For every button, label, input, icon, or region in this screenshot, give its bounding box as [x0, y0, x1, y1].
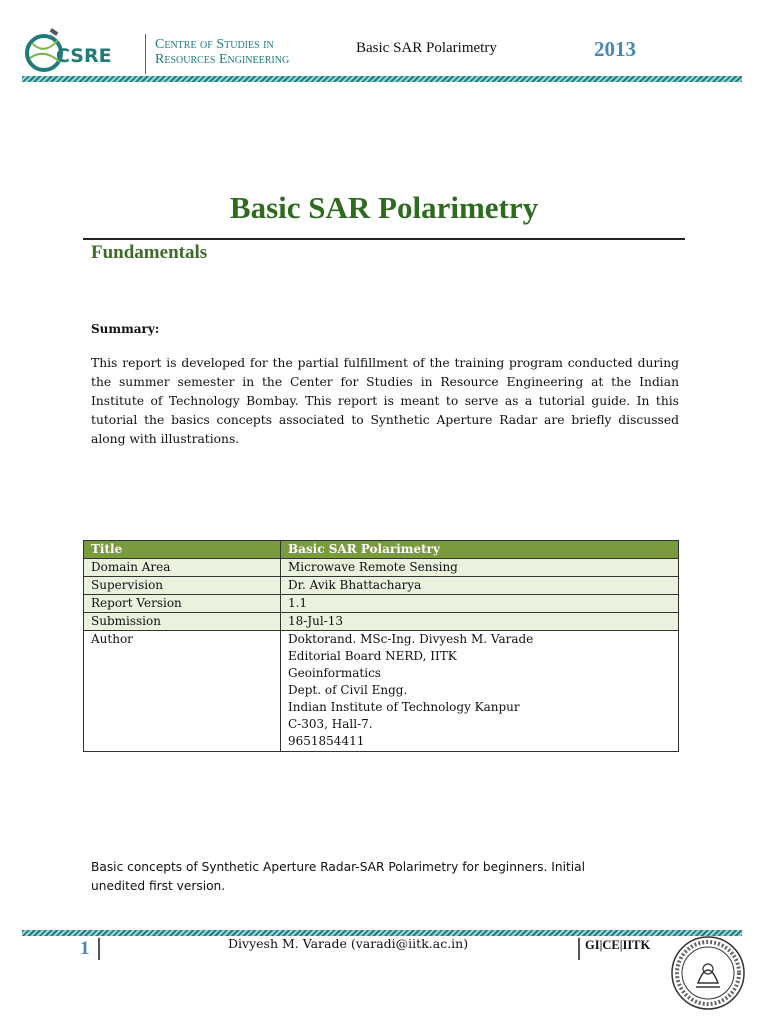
author-line: 9651854411 [288, 734, 365, 748]
table-row [84, 613, 679, 631]
summary-label: Summary: [91, 322, 160, 336]
row-key: Submission [84, 613, 281, 631]
header-title: Basic SAR Polarimetry [356, 40, 497, 56]
centre-line-1: Centre of Studies in [155, 37, 274, 52]
header-stripe [22, 76, 742, 82]
csre-logo-icon [24, 28, 134, 78]
logo-text: CSRE [56, 45, 112, 67]
table-header-key: Title [84, 541, 281, 559]
author-line: Editorial Board NERD, IITK [288, 649, 457, 663]
author-value [281, 631, 679, 752]
author-line: Doktorand. MSc-Ing. Divyesh M. Varade [288, 632, 534, 646]
row-value: Microwave Remote Sensing [281, 559, 679, 577]
header-separator [145, 34, 146, 74]
author-key: Author [84, 631, 281, 752]
row-value: 18-Jul-13 [281, 613, 679, 631]
centre-name [155, 37, 289, 67]
page-number: 1 [80, 938, 90, 959]
footer-author: Divyesh M. Varade (varadi@iitk.ac.in) [228, 936, 469, 951]
footer-separator [578, 938, 580, 960]
table-row [84, 577, 679, 595]
header-year: 2013 [594, 37, 636, 61]
table-row [84, 595, 679, 613]
footer-institution: GI|CE|IITK [585, 938, 651, 952]
author-line: Dept. of Civil Engg. [288, 683, 408, 697]
row-key: Domain Area [84, 559, 281, 577]
row-value: 1.1 [281, 595, 679, 613]
centre-line-2: Resources Engineering [155, 52, 290, 67]
document-subtitle: Fundamentals [91, 242, 208, 263]
row-key: Supervision [84, 577, 281, 595]
author-line: C-303, Hall-7. [288, 717, 373, 731]
table-header-row [84, 541, 679, 559]
version-note: Basic concepts of Synthetic Aperture Radar-SAR Polarimetry for beginners. Initial unedited first version. [91, 860, 585, 893]
iitk-seal-icon [670, 935, 746, 1011]
document-title: Basic SAR Polarimetry [229, 190, 539, 225]
author-line: Geoinformatics [288, 666, 381, 680]
row-key: Report Version [84, 595, 281, 613]
title-rule [83, 238, 685, 240]
author-line: Indian Institute of Technology Kanpur [288, 700, 520, 714]
footer-separator [98, 938, 100, 960]
table-header-value: Basic SAR Polarimetry [281, 541, 679, 559]
row-value: Dr. Avik Bhattacharya [281, 577, 679, 595]
author-row [84, 631, 679, 752]
summary-text: This report is developed for the partial fulfillment of the training program conducted during the summer semester in the Center for Studies in Resource Engineering at the Indian Institute of Technology Bombay. This report is meant to serve as a tutorial guide. In this tutorial the basics concepts associated to Synthetic Aperture Radar are briefly discussed along with illustrations. [91, 356, 679, 446]
report-info-table [83, 540, 679, 752]
table-row [84, 559, 679, 577]
